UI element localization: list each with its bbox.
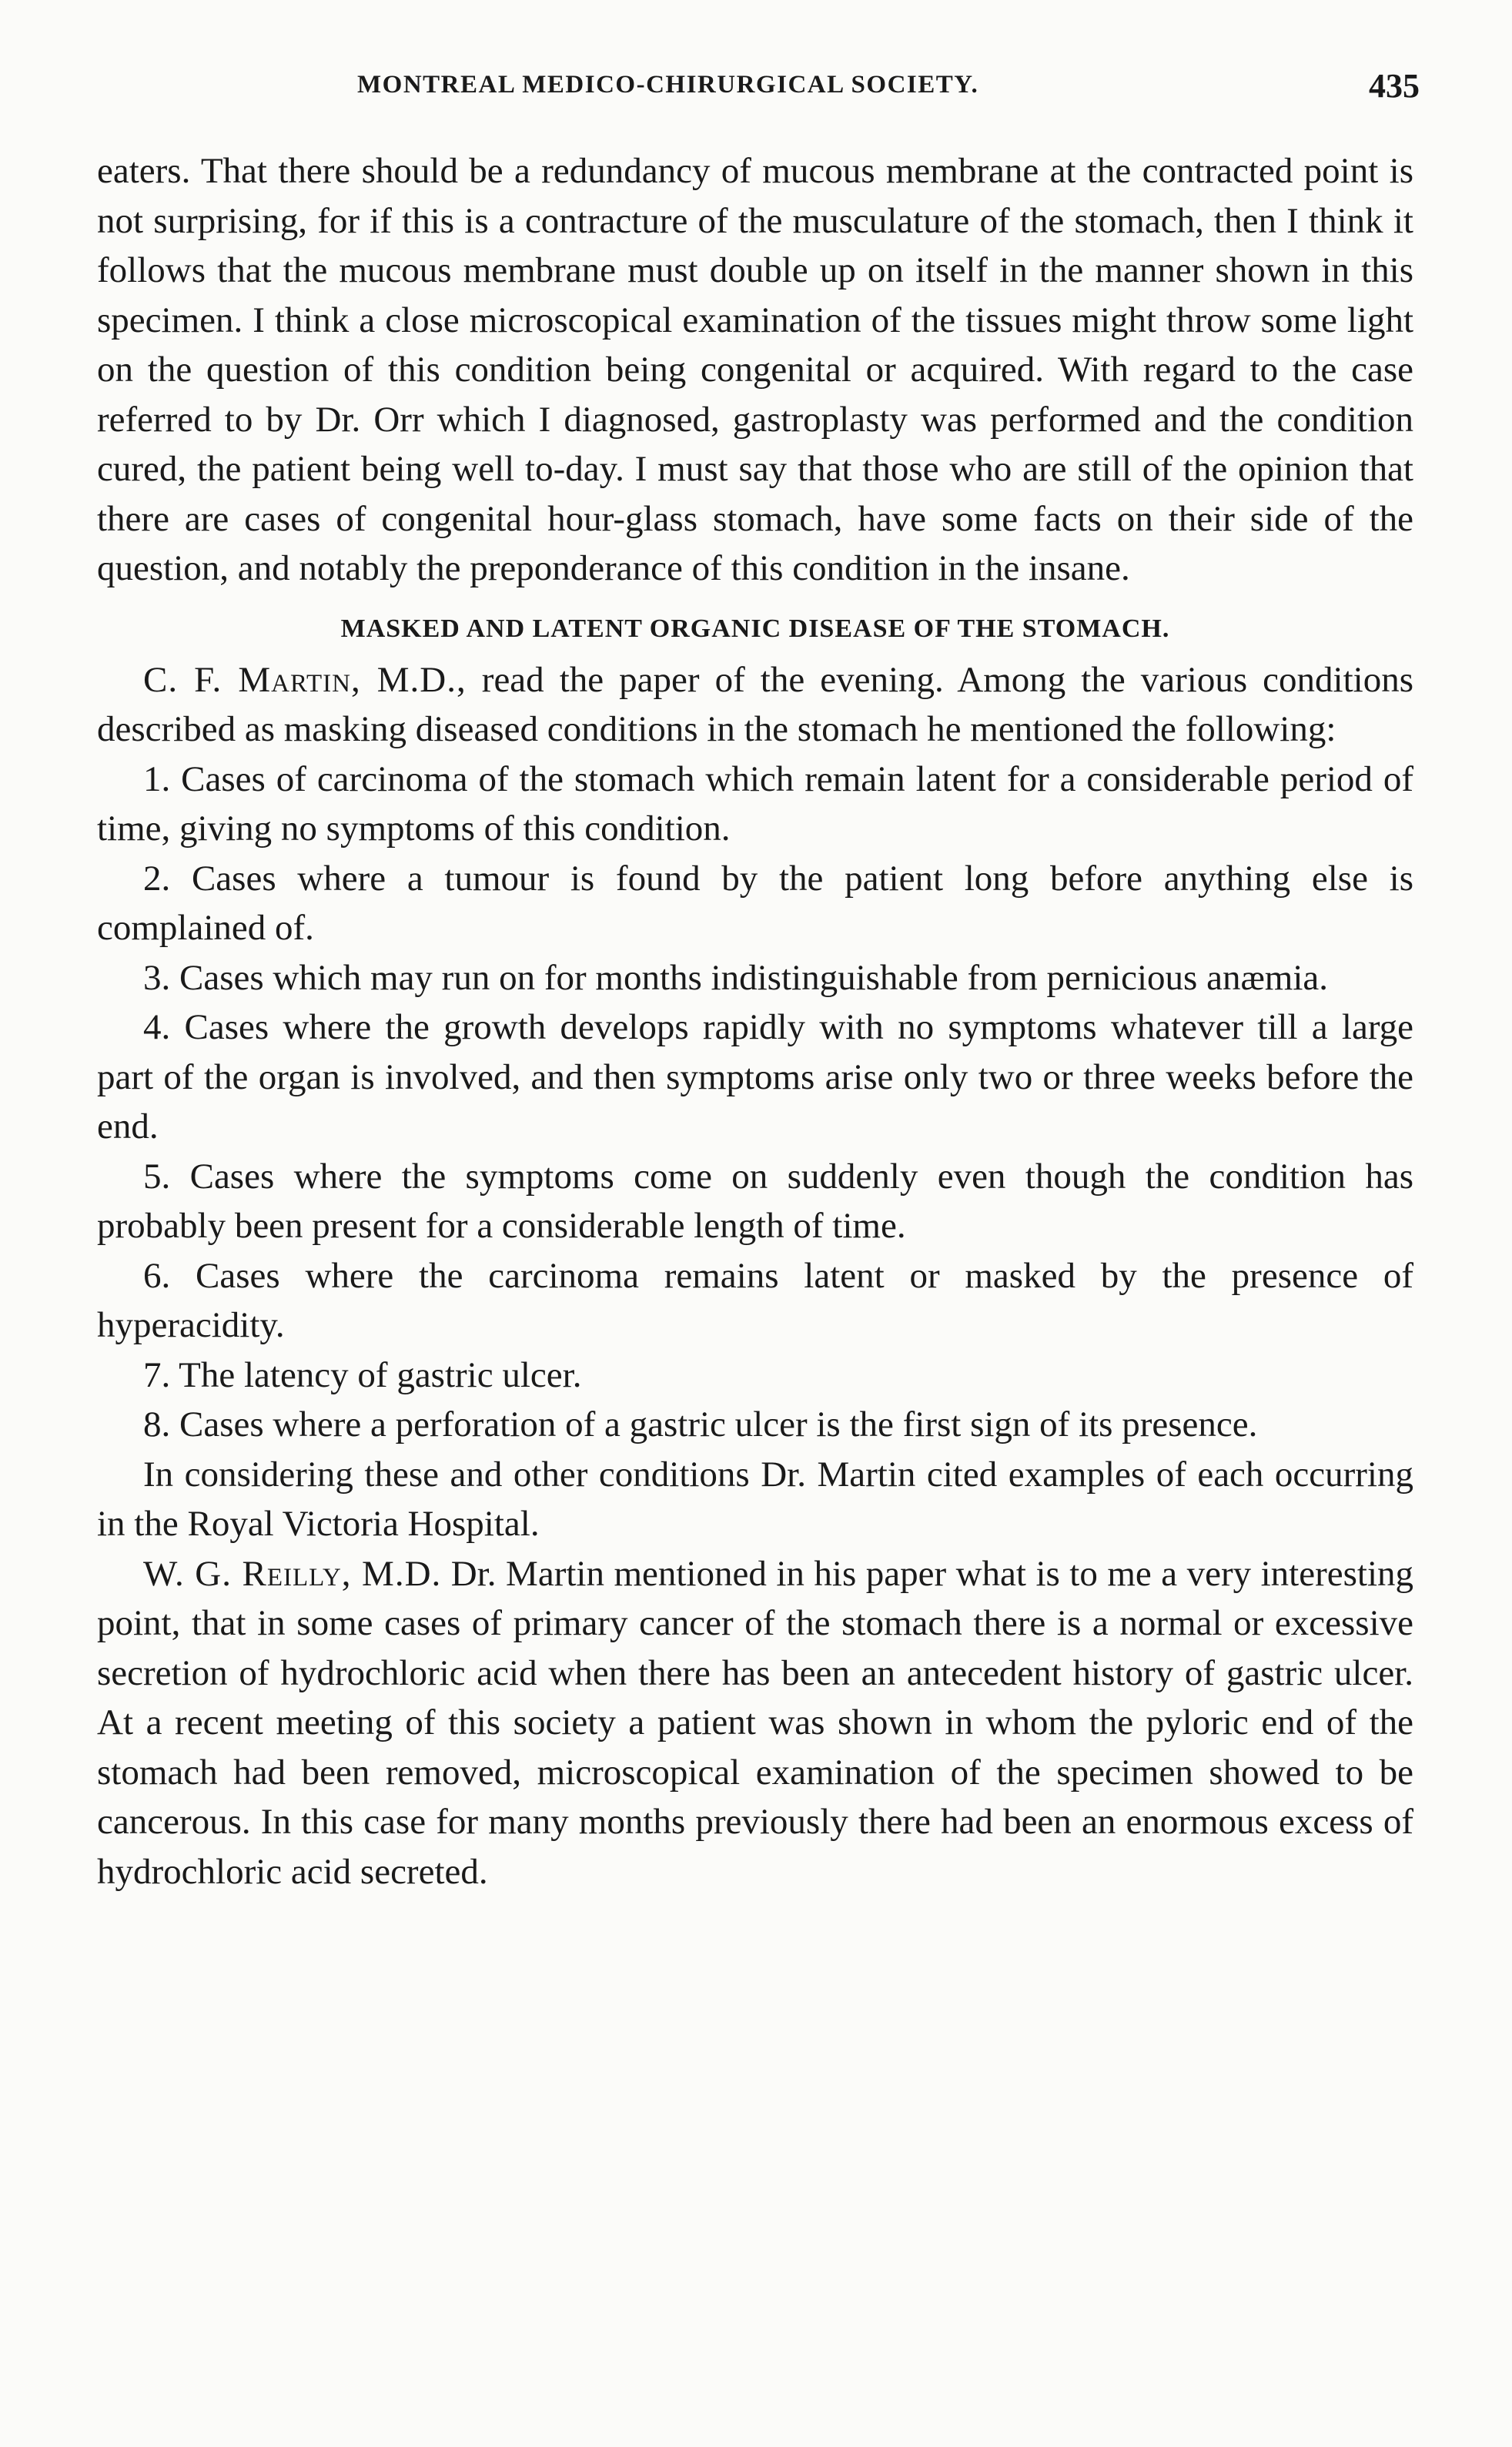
conditions-list: [97, 755, 1413, 1450]
body-text: [97, 146, 1413, 1896]
speaker-name: C. F. Martin, M.D.,: [143, 659, 467, 700]
paragraph-reilly: [97, 1549, 1413, 1897]
speaker-name: W. G. Reilly, M.D.: [143, 1553, 442, 1594]
list-item: 3. Cases which may run on for months indistinguishable from pernicious anæmia.: [143, 957, 1329, 998]
paragraph-text: read the paper of the evening. Among the various conditions described as masking diseased conditions in the stomach he mentioned the following:: [97, 659, 1414, 749]
paragraph-martin-examples: In considering these and other conditions Dr. Martin cited examples of each occurring in the Royal Victoria Hospital.: [97, 1454, 1413, 1544]
list-item: 6. Cases where the carcinoma remains latent or masked by the presence of hyperacidity.: [97, 1255, 1413, 1345]
list-item: 5. Cases where the symptoms come on suddenly even though the condition has probably been present for a considerable length of time.: [97, 1156, 1413, 1246]
list-item: 8. Cases where a perforation of a gastric ulcer is the first sign of its presence.: [143, 1404, 1258, 1444]
page-number: 435: [1369, 67, 1420, 105]
list-item: 4. Cases where the growth develops rapidly with no symptoms whatever till a large part of the organ is involved, and then symptoms arise only two or three weeks before the end.: [97, 1007, 1413, 1147]
list-item: 1. Cases of carcinoma of the stomach which remain latent for a considerable period of time, giving no symptoms of this condition.: [97, 758, 1413, 849]
running-title: MONTREAL MEDICO-CHIRURGICAL SOCIETY.: [357, 71, 979, 99]
paragraph-text: Dr. Martin mentioned in his paper what is to me a very interesting point, that in some cases of primary cancer of the stomach there is a normal or excessive secretion of hydrochloric acid when there has been an antecedent history of gastric ulcer. At a recent meeting of this society a patient was shown in whom the pyloric end of the stomach had been removed, microscopical examination of the specimen showed to be cancerous. In this case for many months previously there had been an enormous excess of hydrochloric acid secreted.: [97, 1553, 1414, 1892]
section-heading: MASKED AND LATENT ORGANIC DISEASE OF THE STOMACH.: [340, 614, 1170, 643]
paragraph-continued: eaters. That there should be a redundancy of mucous membrane at the contracted point is not surprising, for if this is a contracture of the musculature of the stomach, then I think it follows that the mucous membrane must double up on itself in the manner shown in this specimen. I think a close microscopical examination of the tissues might throw some light on the question of this condition being congenital or acquired. With regard to the case referred to by Dr. Orr which I diagnosed, gastroplasty was performed and the condition cured, the patient being well to-day. I must say that those who are still of the opinion that there are cases of congenital hour-glass stomach, have some facts on their side of the question, and notably the preponderance of this condition in the insane.: [97, 151, 1413, 588]
list-item: 2. Cases where a tumour is found by the patient long before anything else is complained of.: [97, 858, 1413, 948]
paragraph-martin-intro: [97, 655, 1413, 755]
list-item: 7. The latency of gastric ulcer.: [143, 1354, 582, 1395]
page-header: [95, 67, 1426, 117]
